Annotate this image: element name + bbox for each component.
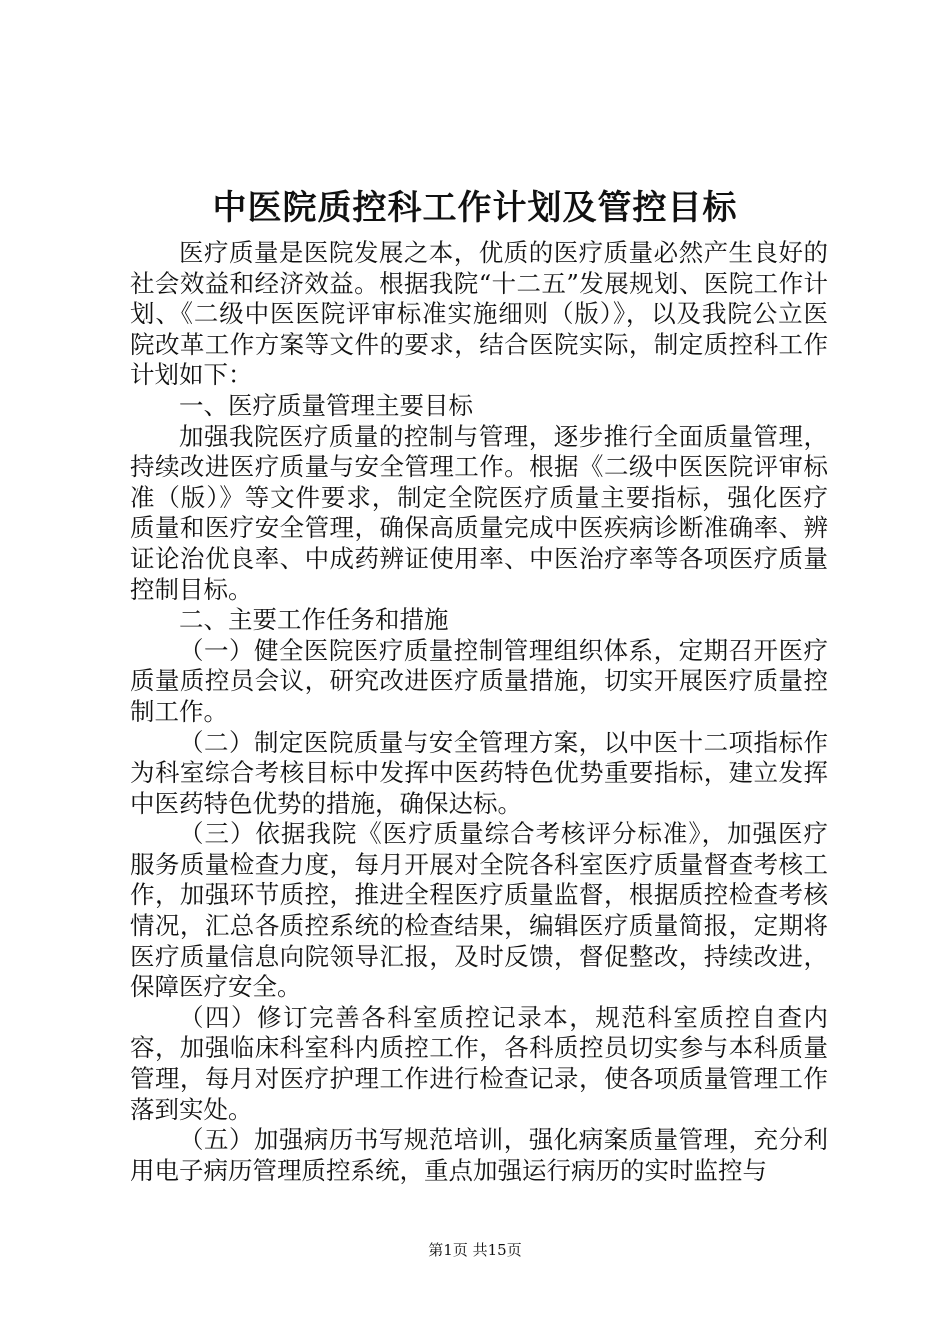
paragraph-item-2: （二）制定医院质量与安全管理方案，以中医十二项指标作为科室综合考核目标中发挥中医药特色优势重要指标，建立发挥中医药特色优势的措施，确保达标。 bbox=[130, 727, 828, 818]
paragraph-item-1: （一）健全医院医疗质量控制管理组织体系，定期召开医疗质量质控员会议，研究改进医疗质量措施，切实开展医疗质量控制工作。 bbox=[130, 635, 828, 726]
document-body bbox=[130, 238, 828, 1186]
document-title: 中医院质控科工作计划及管控目标 bbox=[212, 188, 738, 228]
paragraph-goal: 加强我院医疗质量的控制与管理，逐步推行全面质量管理，持续改进医疗质量与安全管理工作。根据《二级中医医院评审标准（版）》等文件要求，制定全院医疗质量主要指标，强化医疗质量和医疗安全管理，确保高质量完成中医疾病诊断准确率、辨证论治优良率、中成药辨证使用率、中医治疗率等各项医疗质量控制目标。 bbox=[130, 421, 828, 604]
paragraph-item-5: （五）加强病历书写规范培训，强化病案质量管理，充分利用电子病历管理质控系统，重点加强运行病历的实时监控与 bbox=[130, 1125, 828, 1185]
section-heading-2: 二、主要工作任务和措施 bbox=[179, 605, 449, 635]
paragraph-item-4: （四）修订完善各科室质控记录本，规范科室质控自查内容，加强临床科室科内质控工作，各科质控员切实参与本科质量管理，每月对医疗护理工作进行检查记录，使各项质量管理工作落到实处。 bbox=[130, 1002, 828, 1124]
page-footer: 第1页 共15页 bbox=[428, 1241, 522, 1259]
paragraph-item-3: （三）依据我院《医疗质量综合考核评分标准》，加强医疗服务质量检查力度，每月开展对全院各科室医疗质量督查考核工作，加强环节质控，推进全程医疗质量监督，根据质控检查考核情况，汇总各质控系统的检查结果，编辑医疗质量简报，定期将医疗质量信息向院领导汇报，及时反馈，督促整改，持续改进，保障医疗安全。 bbox=[130, 819, 828, 1002]
section-heading-1: 一、医疗质量管理主要目标 bbox=[179, 390, 473, 420]
paragraph-intro: 医疗质量是医院发展之本，优质的医疗质量必然产生良好的社会效益和经济效益。根据我院“十二五”发展规划、医院工作计划、《二级中医医院评审标准实施细则（版）》，以及我院公立医院改革工作方案等文件的要求，结合医院实际，制定质控科工作计划如下： bbox=[130, 238, 828, 390]
